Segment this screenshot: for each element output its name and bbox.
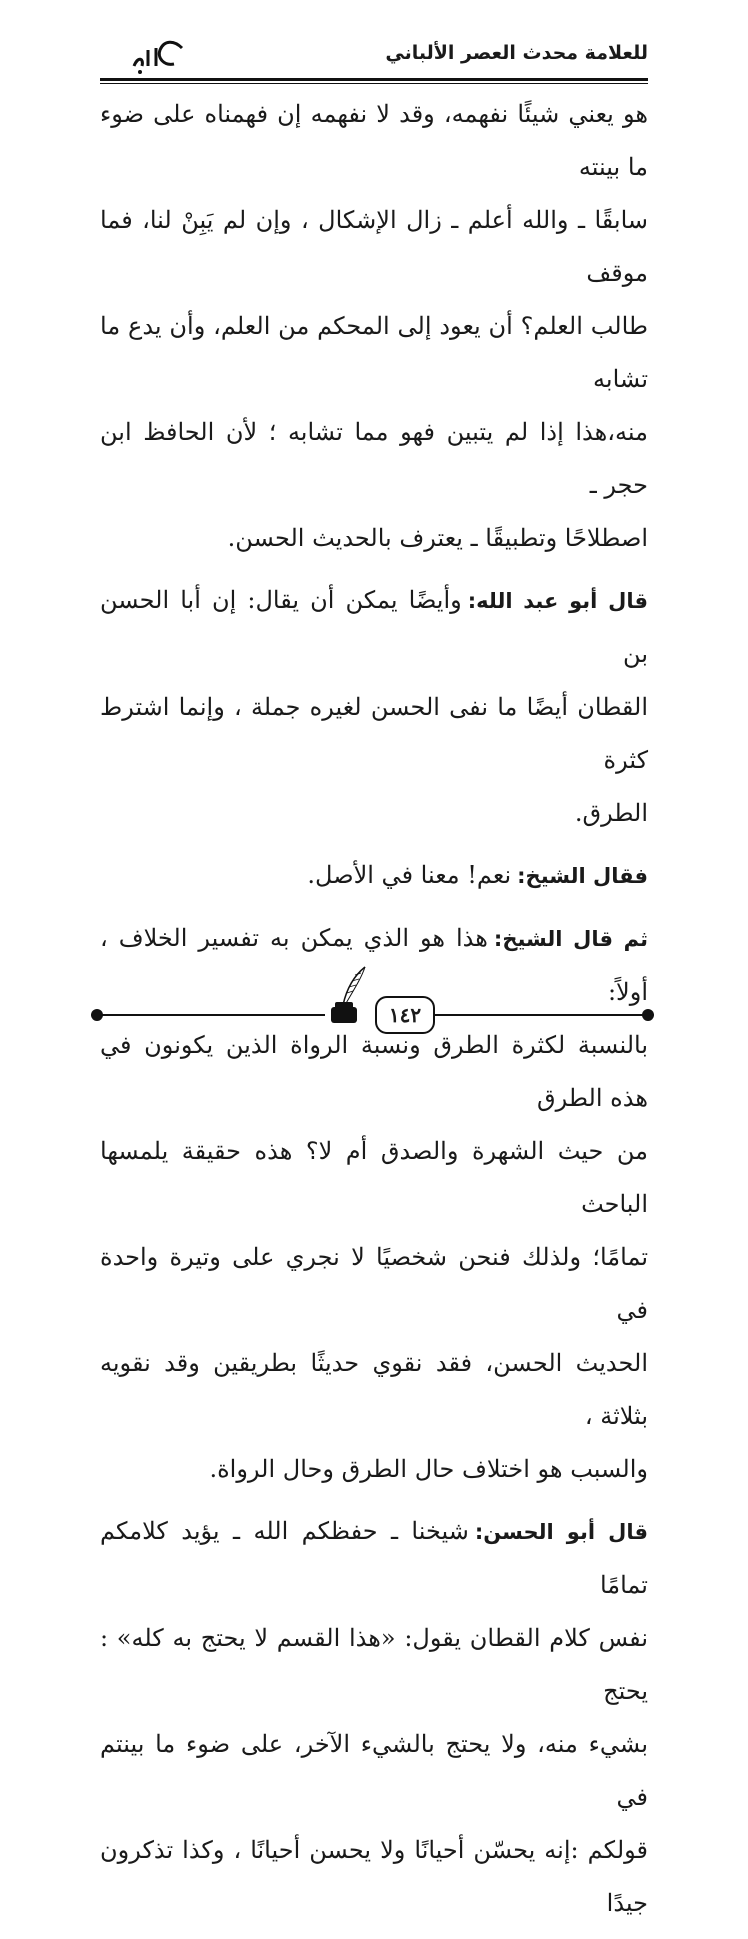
speaker-label: قال أبو الحسن: — [474, 1520, 648, 1544]
text-line: والسبب هو اختلاف حال الطرق وحال الرواة. — [209, 1455, 648, 1483]
text-line — [100, 1505, 648, 1612]
page-header — [100, 30, 648, 80]
text-line: اصطلاحًا وتطبيقًا ـ يعترف بالحديث الحسن. — [227, 524, 648, 552]
text-line: قولكم :إنه يحسّن أحيانًا ولا يحسن أحيانًا ، وكذا تذكرون جيدًا — [100, 1836, 648, 1917]
text-line: الطرق. — [574, 799, 648, 827]
header-rule — [100, 78, 648, 81]
text-segment: وأيضًا يمكن أن يقال: إن أبا الحسن بن — [100, 586, 648, 668]
footer-rule-right — [435, 1014, 650, 1016]
text-line: تمامًا؛ ولذلك فنحن شخصيًا لا نجري على وتيرة واحدة في — [100, 1243, 648, 1324]
footer-dot-left — [91, 1009, 103, 1021]
text-line — [100, 849, 648, 903]
text-line — [100, 574, 648, 681]
paragraph-2 — [100, 574, 648, 840]
text-line: منه،هذا إذا لم يتبين فهو مما تشابه ؛ لأن الحافظ ابن حجر ـ — [100, 418, 648, 499]
header-rule-thin — [100, 83, 648, 84]
footer-rule-left — [95, 1014, 325, 1016]
speaker-label: قال أبو عبد الله: — [467, 589, 648, 613]
speaker-label: ثم قال الشيخ: — [493, 927, 649, 951]
inkwell-quill-icon — [325, 965, 369, 1027]
paragraph-3 — [100, 849, 648, 903]
text-line: طالب العلم؟ أن يعود إلى المحكم من العلم، وأن يدع ما تشابه — [100, 312, 648, 393]
text-line: سابقًا ـ والله أعلم ـ زال الإشكال ، وإن لم يَبِنْ لنا، فما موقف — [100, 206, 648, 287]
text-segment: نعم! معنا في الأصل. — [307, 861, 512, 889]
page-number: ١٤٢ — [375, 996, 435, 1034]
text-line: القطان أيضًا ما نفى الحسن لغيره جملة ، وإنما اشترط كثرة — [100, 693, 648, 774]
text-line: نفس كلام القطان يقول: «هذا القسم لا يحتج به كله» : يحتج — [100, 1624, 648, 1705]
text-segment: شيخنا ـ حفظكم الله ـ يؤيد كلامكم تمامًا — [100, 1517, 648, 1599]
calligraphy-logo-icon — [130, 36, 188, 76]
text-line: بشيء منه، ولا يحتج بالشيء الآخر، على ضوء ما بينتم في — [100, 1730, 648, 1811]
page-footer — [95, 990, 650, 1040]
paragraph-1 — [100, 88, 648, 565]
text-segment: هذا هو الذي يمكن به تفسير الخلاف ، أولاً: — [100, 924, 648, 1006]
text-line: هو يعني شيئًا نفهمه، وقد لا نفهمه إن فهمناه على ضوء ما بينته — [100, 100, 648, 181]
speaker-label: فقال الشيخ: — [517, 864, 648, 888]
text-line: بالنسبة لكثرة الطرق ونسبة الرواة الذين يكونون في هذه الطرق — [100, 1031, 648, 1112]
book-title: للعلامة محدث العصر الألباني — [385, 42, 648, 64]
text-line: من حيث الشهرة والصدق أم لا؟ هذه حقيقة يلمسها الباحث — [100, 1137, 648, 1218]
paragraph-5 — [100, 1505, 648, 1930]
text-line: الحديث الحسن، فقد نقوي حديثًا بطريقين وقد نقويه بثلاثة ، — [100, 1349, 648, 1430]
